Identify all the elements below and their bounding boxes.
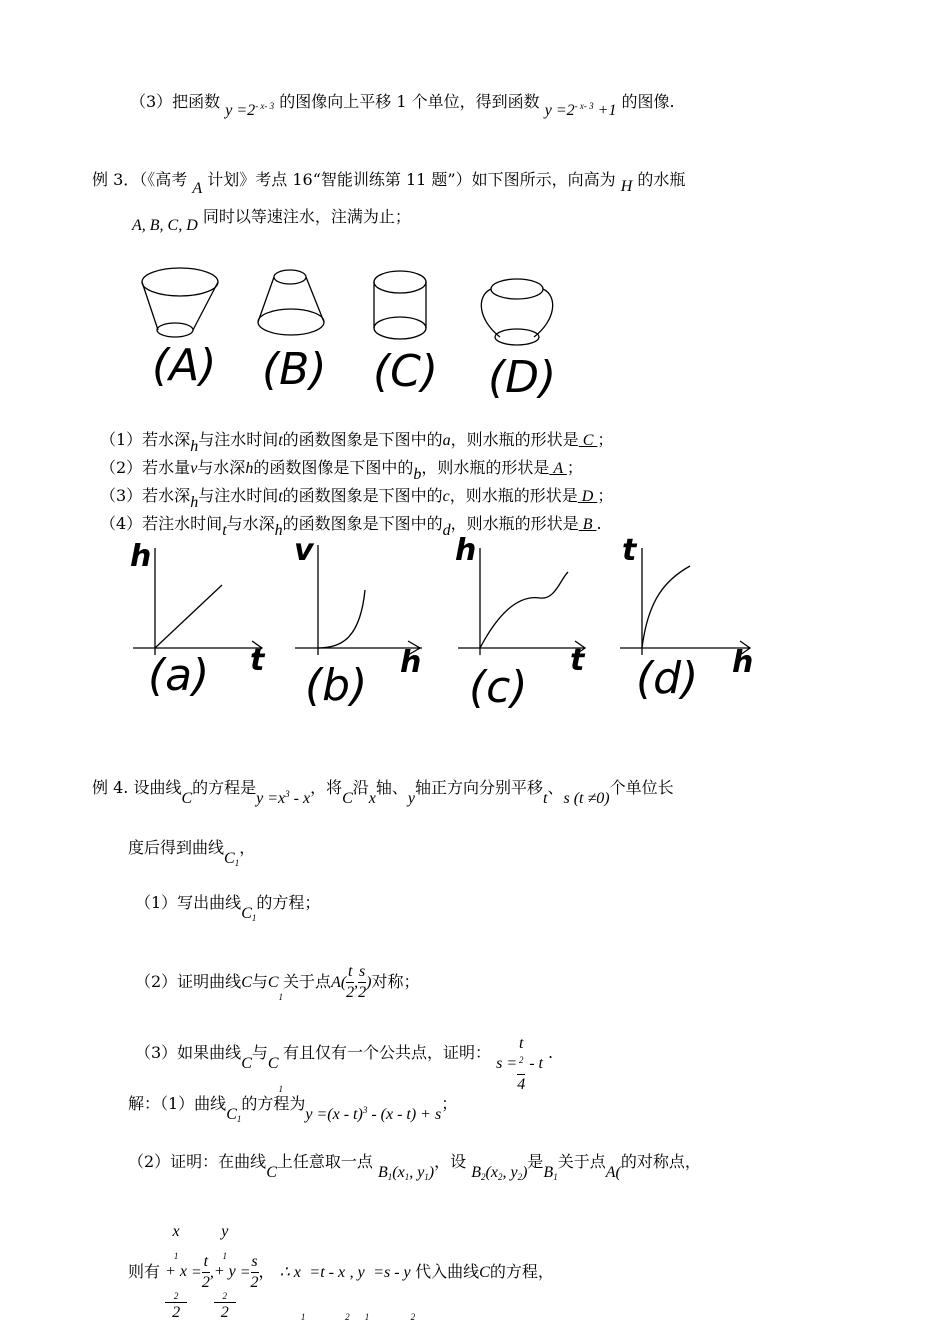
answer-4: B: [578, 516, 597, 533]
example4-label: 例 4. 设曲线: [92, 778, 182, 797]
example3-label: 例 3．（《高考: [92, 170, 188, 189]
answer-3: D: [577, 488, 598, 505]
question-1: （1）若水深h与注水时间t的函数图象是下图中的a，则水瓶的形状是 C ；: [100, 430, 614, 455]
solution-1: 解：（1）曲线$C_1$的方程为y =(x - t)$^3$ - (x - t) + s；: [128, 1094, 458, 1124]
question-3: （3）若水深h与注水时间t的函数图象是下图中的c，则水瓶的形状是 D ；: [100, 486, 614, 511]
example3-header: [92, 170, 686, 197]
graph-a-y-label: h: [130, 539, 152, 574]
graph-d-x-label: h: [732, 645, 754, 680]
graph-c-x-label: t: [570, 643, 585, 678]
example4-line1: 例 4. 设曲线C的方程是$y =x^3 - x$，将C沿x轴、y轴正方向分别平移t、s (t ≠0)个单位长: [92, 778, 674, 807]
var-H: H: [620, 178, 633, 195]
example4-line2: 度后得到曲线$C_1$，: [128, 838, 256, 868]
example4-q1: （1）写出曲线$C_1$的方程；: [135, 893, 321, 923]
text: 同时以等速注水，注满为止；: [202, 207, 411, 226]
bottle-label-a: (A): [152, 340, 217, 391]
graph-label-b: (b): [305, 660, 368, 711]
graph-label-a: (a): [148, 650, 210, 701]
solution-2: （2）证明：在曲线C上任意取一点 $B_1(x_1$, $y_1$)，设 $B_2(x_2$, $y_2$)是$B_1$关于点A(的对称点，: [128, 1152, 701, 1182]
answer-2: A: [549, 460, 567, 477]
var-A: A: [192, 180, 203, 197]
graph-d-y-label: t: [622, 533, 637, 568]
bottle-names: A, B, C, D: [132, 217, 198, 234]
graph-c-y-label: h: [455, 533, 477, 568]
text: 计划》考点 16“智能训练第 11 题”）如下图所示，向高为: [207, 170, 616, 189]
text: 的图像向上平移 1 个单位，得到函数: [279, 92, 540, 111]
function-shift-line: [130, 92, 675, 119]
formula-2: y =2: [544, 102, 575, 119]
graph-b: [295, 545, 422, 655]
example4-q2: （2）证明曲线C与$C_1$关于点A( $\frac{t}{2}$ , $\frac{s}{2}$ )对称；: [135, 963, 420, 1002]
example3-line2: [132, 207, 411, 234]
formula-tail: +1: [593, 102, 617, 119]
bottle-b: [258, 270, 324, 335]
bottle-c: [374, 271, 426, 339]
graph-b-x-label: h: [400, 645, 422, 680]
bottle-label-b: (B): [262, 344, 327, 395]
bottle-a: [142, 268, 218, 337]
example4-q3: （3）如果曲线C与$C_1$有且仅有一个公共点，证明： s = t 2 4 - t .: [135, 1035, 554, 1094]
graph-d: [620, 548, 750, 655]
graphs: [133, 545, 750, 655]
question-4: （4）若注水时间t与水深h的函数图象是下图中的d，则水瓶的形状是 B .: [100, 514, 602, 539]
exponent: - x- 3: [574, 101, 594, 111]
graph-b-y-label: v: [294, 533, 314, 568]
bottle-label-d: (D): [488, 352, 557, 403]
question-2: （2）若水量v与水深h的函数图像是下图中的b，则水瓶的形状是 A ；: [100, 458, 583, 483]
answer-1: C: [578, 432, 598, 449]
bottle-d: [481, 279, 552, 345]
graph-label-d: (d): [636, 653, 699, 704]
solution-3: 则有 x 1 + x 2 2 = $\frac{t}{2}$ , y 1 + y 2 2 = $\frac{s}{2}$ ， ∴ $x_1 =t - x_2$, $y_1 =s - y_2$代入曲线C的方程，: [128, 1223, 554, 1322]
text: 的图像.: [621, 92, 675, 111]
graph-label-c: (c): [469, 662, 528, 713]
graph-a: [133, 548, 262, 655]
bottle-label-c: (C): [373, 346, 439, 397]
formula-1: y =2: [225, 102, 256, 119]
exponent: - x- 3: [255, 101, 275, 111]
text: （3）把函数: [130, 92, 221, 111]
graph-a-x-label: t: [250, 643, 265, 678]
bottle-figure: [142, 268, 553, 345]
graph-c: [458, 548, 585, 655]
text: 的水瓶: [637, 170, 686, 189]
